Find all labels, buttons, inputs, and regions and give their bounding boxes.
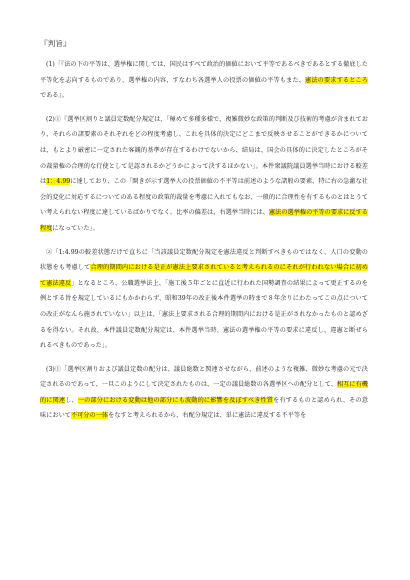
text-segment: に達しており、この「開きが示す選挙人の投票価値の不平等は前述のような諸般の要素、特に右の急激な社会的変化に対応するについてのある程度の政策的裁量を考慮に入れてもなお、一般的に合理性を有するものとはとうてい考えられない程度に達しているばかりでなく、比率の偏差は、右選挙当時には、 [40, 178, 368, 217]
paragraph-equality-principle [40, 57, 368, 104]
text-segment: になっていた」。 [52, 224, 99, 232]
highlighted-phrase: 不可分の一体 [70, 412, 109, 420]
text-segment: し、 [65, 396, 78, 404]
text-segment: (3)①「選挙区割りおよび議員定数の配分は、議員総数と関連させながら、前述のような複雑、微妙な考慮の元で決定されるのであって、一旦このようにして決定されたものは、一定の議員総数の各選挙区への配分として、 [40, 365, 368, 389]
text-segment: をなすと考えられるから、右配分規定は、単に憲法に違反する不平等を [108, 412, 307, 420]
paragraph-inseparable-whole [40, 362, 368, 424]
document-page [40, 38, 368, 427]
highlighted-phrase: 相互に有機的に関連 [40, 381, 368, 404]
ruling-summary-heading: 『判旨』 [40, 39, 71, 48]
highlighted-phrase: 一の部分における変動は他の部分にも波動的に影響を及ぼすべき性質 [77, 396, 274, 404]
highlighted-phrase: 1：4.99 [46, 178, 71, 186]
text-segment: ②「1:4.99の較差状態だけで直ちに「当該議員定数配分規定を憲法違反と判断すべきものではなく、人口の変動の状態をも考慮して [40, 248, 368, 272]
text-segment: である』。 [40, 92, 68, 100]
paragraph-reasonable-period [40, 245, 368, 354]
text-segment: (2)①『選挙区割りと議員定数配分規定は、「極めて多種多様で、複雑微妙な政策的判断及び技術的考慮が含まれており、それらの諸要素のそれぞれをどの程度考慮し、これを具体的決定にどこまで反映させることができるかについては、もとより厳密に一定された客観的基準が存在するわけでないから、結局は、国会の具体的に決定したところがその裁量権の合理的な行使として是認されるかどうかによって決するほかない」。本件衆議院議員選挙当時における較差は [40, 115, 368, 186]
highlighted-phrase: 憲法の要求するところ [305, 76, 368, 84]
text-segment: 」となるところ、公職選挙法上、「施工後５年ごとに直近に行われた国勢調査の結果によって更正するのを例とする旨を規定しているにもかかわらず、昭和39年の改正後本件選挙の時まで８年余りにわたってこの点についての改正がなんら施されていない」以上は、「憲法上要求される合理的期間内における是正がされなかったものと認めざるを得ない。それ故、本件議員定数配分規定は、本件選挙当時、憲法の選挙権の平等の要求に違反し、違憲と断ぜられるべきものであった」。 [40, 279, 368, 350]
highlighted-phrase: 憲法の選挙権の平等の要求に反する程度 [40, 209, 368, 232]
text-segment: (1)「『法の下の平等は、選挙権に関しては、国民はすべて政治的価値において平等であるべきであるとする徹底した平等化を志向するものであり、選挙権の内容、すなわち各選挙人の投票の価値の平等もまた、 [40, 61, 368, 84]
text-segment: を有するものと認められ、その意味において [40, 396, 368, 420]
highlighted-phrase: 合理的期間内における是正が憲法上要求されていると考えられるのにそれが行われない場合に初めて憲法違反 [40, 264, 368, 287]
paragraph-apportionment-discretion [40, 112, 368, 237]
